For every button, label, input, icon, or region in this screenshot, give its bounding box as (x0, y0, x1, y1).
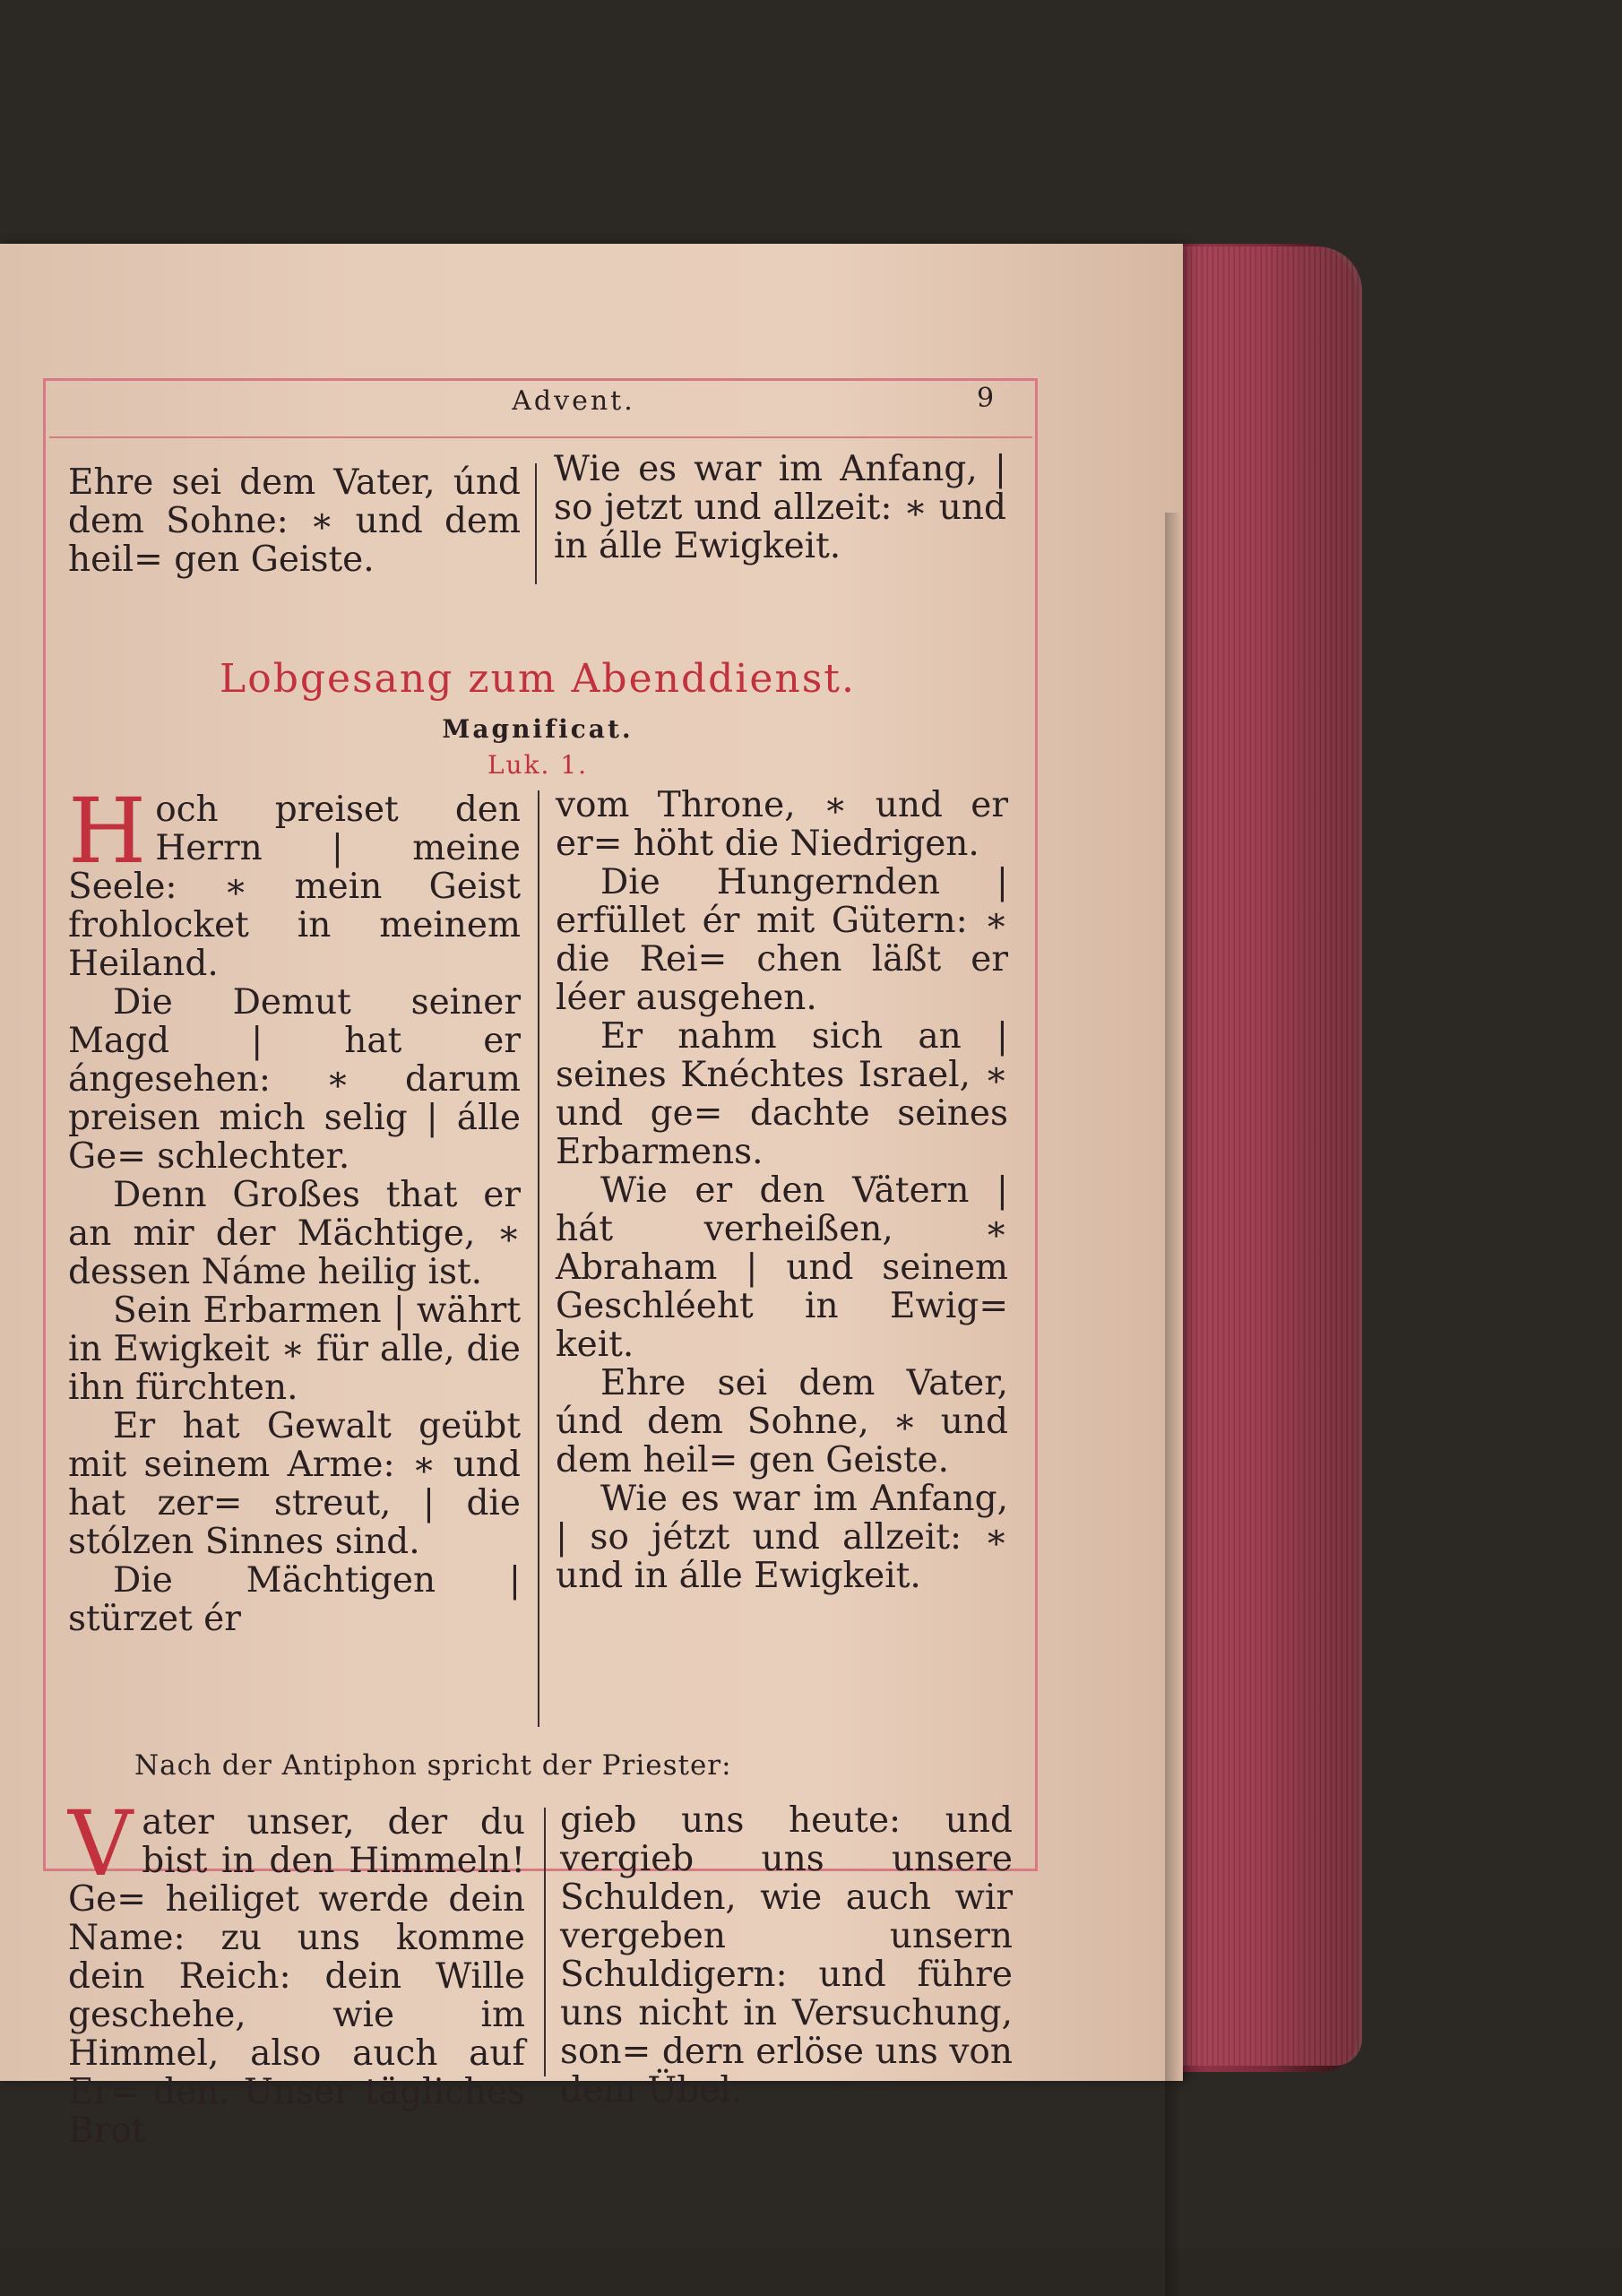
pater-noster-right-column (560, 1801, 1013, 2110)
magnificat-verse: Denn Großes that er an mir der Mächtige, ∗ dessen Náme heilig ist. (68, 1175, 521, 1292)
column-divider-top (535, 463, 537, 584)
rubric-antiphon-note: Nach der Antiphon spricht der Priester: (134, 1749, 732, 1782)
magnificat-right-column (556, 786, 1008, 1595)
magnificat-verse: Wie es war im Anfang, | so jétzt und allzeit: ∗ und in álle Ewigkeit. (556, 1479, 1008, 1596)
gloria-top-right (554, 450, 1006, 565)
gloria-top-left-text: Ehre sei dem Vater, únd dem Sohne: ∗ und dem heil= gen Geiste. (68, 462, 521, 580)
page-number: 9 (977, 383, 995, 414)
page-gutter-shadow (1165, 513, 1181, 2296)
magnificat-verse: Ehre sei dem Vater, únd dem Sohne, ∗ und dem heil= gen Geiste. (556, 1363, 1008, 1480)
magnificat-verse: Die Mächtigen | stürzet ér (68, 1560, 521, 1639)
magnificat-left-column (68, 779, 521, 1639)
header-rule (49, 436, 1032, 438)
canticle-subtitle: Magnificat. (442, 714, 634, 744)
magnificat-verse: vom Throne, ∗ und er er= höht die Niedrigen. (556, 785, 1008, 864)
book-page (0, 244, 1183, 2151)
pater-noster-left-column (68, 1791, 525, 2151)
column-divider-magnificat (538, 790, 539, 1727)
drop-initial-h: H (68, 779, 147, 884)
column-divider-pater (544, 1808, 546, 2076)
canticle-title: Lobgesang zum Abenddienst. (220, 656, 856, 702)
magnificat-verse: Die Demut seiner Magd | hat er ángesehen: ∗ darum preisen mich selig | álle Ge= schlechter. (68, 982, 521, 1177)
magnificat-verse: Wie er den Vätern | hát verheißen, ∗ Abraham | und seinem Geschléeht in Ewig= keit. (556, 1170, 1008, 1365)
canticle-reference: Luk. 1. (487, 750, 589, 780)
drop-initial-v: V (68, 1791, 134, 1896)
magnificat-verse: Die Hungernden | erfüllet ér mit Gütern: ∗ die Rei= chen läßt er léer ausgehen. (556, 862, 1008, 1018)
magnificat-verse: Sein Erbarmen | währt in Ewigkeit ∗ für alle, die ihn fürchten. (68, 1290, 521, 1408)
magnificat-verse: och preiset den Herrn | meine Seele: ∗ mein Geist frohlocket in meinem Heiland. (68, 790, 521, 984)
gloria-top-right-text: Wie es war im Anfang, | so jetzt und allzeit: ∗ und in álle Ewigkeit. (554, 449, 1006, 566)
magnificat-verse: Er hat Gewalt geübt mit seinem Arme: ∗ und hat zer= streut, | die stólzen Sinnes sind. (68, 1406, 521, 1562)
magnificat-verse: Er nahm sich an | seines Knéchtes Israel, ∗ und ge= dachte seines Erbarmens. (556, 1016, 1008, 1172)
pater-noster-right-text: gieb uns heute: und vergieb uns unsere Schulden, wie auch wir vergeben unsern Schuldigern: und führe uns nicht in Versuchung, son= dern erlöse uns von dem Übel. (560, 1800, 1013, 2110)
running-head: Advent. (512, 385, 635, 417)
pater-noster-left-text: ater unser, der du bist in den Himmeln! Ge= heiliget werde dein Name: zu uns komme dein Reich: dein Wille geschehe, wie im Himmel, also auch auf Er= den. Unser tägliches Brot (68, 1802, 525, 2151)
book-gilt-edge (1165, 246, 1362, 2066)
gloria-top-left (68, 463, 521, 579)
